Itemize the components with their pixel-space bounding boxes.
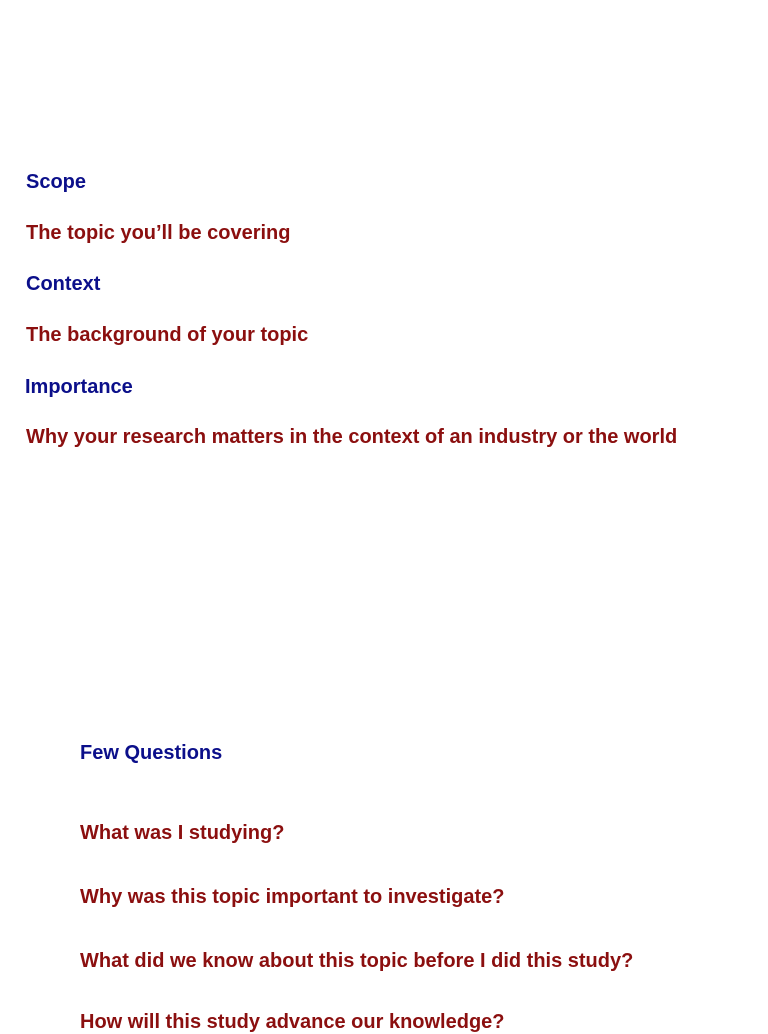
question-item: How will this study advance our knowledge? xyxy=(80,1011,505,1033)
importance-description: Why your research matters in the context of an industry or the world xyxy=(26,426,678,448)
scope-description: The topic you’ll be covering xyxy=(26,222,291,244)
few-questions-heading: Few Questions xyxy=(80,742,223,764)
question-item: Why was this topic important to investigate? xyxy=(80,886,505,908)
question-item: What did we know about this topic before I did this study? xyxy=(80,950,634,972)
context-description: The background of your topic xyxy=(26,324,309,346)
importance-heading: Importance xyxy=(25,376,133,398)
scope-heading: Scope xyxy=(26,171,87,193)
context-heading: Context xyxy=(26,273,101,295)
question-item: What was I studying? xyxy=(80,822,285,844)
